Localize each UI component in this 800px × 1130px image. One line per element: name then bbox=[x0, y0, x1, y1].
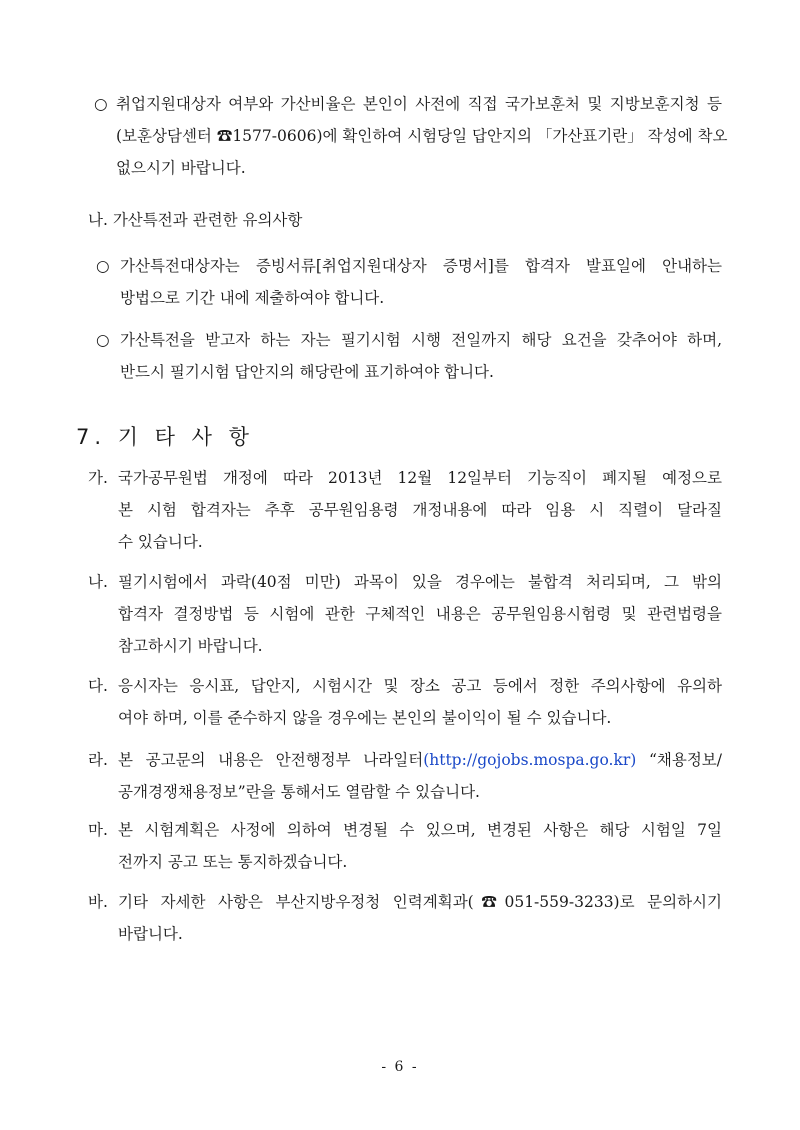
list-item-marker: 가. bbox=[88, 469, 108, 487]
list-item-bullet: ○ bbox=[96, 331, 110, 349]
page-number: - 6 - bbox=[381, 1059, 419, 1075]
list-item-bullet: ○ bbox=[96, 257, 110, 275]
top-note-line: 없으시기 바랍니다. bbox=[116, 159, 246, 177]
list-item-marker: 나. bbox=[88, 573, 108, 591]
list-item-line: 본 시험 합격자는 추후 공무원임용령 개정내용에 따라 임용 시 직렬이 달라질 bbox=[118, 501, 722, 519]
list-item-line: 전까지 공고 또는 통지하겠습니다. bbox=[118, 853, 348, 871]
list-item-marker: 라. bbox=[88, 751, 108, 769]
list-item-line: 가산특전대상자는 증빙서류[취업지원대상자 증명서]를 합격자 발표일에 안내하는 bbox=[120, 257, 722, 275]
list-item-line: 본 시험계획은 사정에 의하여 변경될 수 있으며, 변경된 사항은 해당 시험일 7일 bbox=[118, 821, 722, 839]
list-item-marker: 마. bbox=[88, 821, 108, 839]
list-item-line: 기타 자세한 사항은 부산지방우정청 인력계획과(☎051-559-3233)로 문의하시기 bbox=[118, 893, 722, 911]
top-note-bullet: ○ bbox=[94, 95, 108, 113]
list-item-line: 반드시 필기시험 답안지의 해당란에 표기하여야 합니다. bbox=[120, 363, 494, 381]
list-item-marker: 바. bbox=[88, 893, 108, 911]
list-item-line: 국가공무원법 개정에 따라 2013년 12월 12일부터 기능직이 폐지될 예정으로 bbox=[118, 469, 722, 487]
top-note-line: 취업지원대상자 여부와 가산비율은 본인이 사전에 직접 국가보훈처 및 지방보훈지청 등 bbox=[116, 95, 722, 113]
list-item-line: 응시자는 응시표, 답안지, 시험시간 및 장소 공고 등에서 정한 주의사항에 유의하 bbox=[118, 677, 722, 695]
list-item-line: 바랍니다. bbox=[118, 925, 183, 943]
list-item-line: 가산특전을 받고자 하는 자는 필기시험 시행 전일까지 해당 요건을 갖추어야 하며, bbox=[120, 331, 722, 349]
list-item-line: 수 있습니다. bbox=[118, 533, 203, 551]
list-item-line: 합격자 결정방법 등 시험에 관한 구체적인 내용은 공무원임용시험령 및 관련법령을 bbox=[118, 605, 722, 623]
list-item-line: 여야 하며, 이를 준수하지 않을 경우에는 본인의 불이익이 될 수 있습니다. bbox=[118, 709, 612, 727]
top-note-line: (보훈상담센터 ☎1577-0606)에 확인하여 시험당일 답안지의 「가산표기란」 작성에 착오 bbox=[116, 127, 728, 145]
list-item-line bbox=[118, 750, 722, 770]
list-item-line: 방법으로 기간 내에 제출하여야 합니다. bbox=[120, 289, 385, 307]
list-item-line: 공개경쟁채용정보”란을 통해서도 열람할 수 있습니다. bbox=[118, 783, 480, 801]
list-item-marker: 다. bbox=[88, 677, 108, 695]
line-text: 본 공고문의 내용은 안전행정부 나라일터 bbox=[118, 751, 424, 769]
line-text: “채용정보/ bbox=[636, 751, 722, 769]
list-item-line: 참고하시기 바랍니다. bbox=[118, 637, 263, 655]
list-item-line: 필기시험에서 과락(40점 미만) 과목이 있을 경우에는 불합격 처리되며, 그 밖의 bbox=[118, 573, 722, 591]
subsection-title: 나. 가산특전과 관련한 유의사항 bbox=[88, 211, 303, 229]
section-heading: 7. 기 타 사 항 bbox=[76, 425, 254, 449]
nara-iltuh-link[interactable]: (http://gojobs.mospa.go.kr) bbox=[423, 751, 637, 769]
